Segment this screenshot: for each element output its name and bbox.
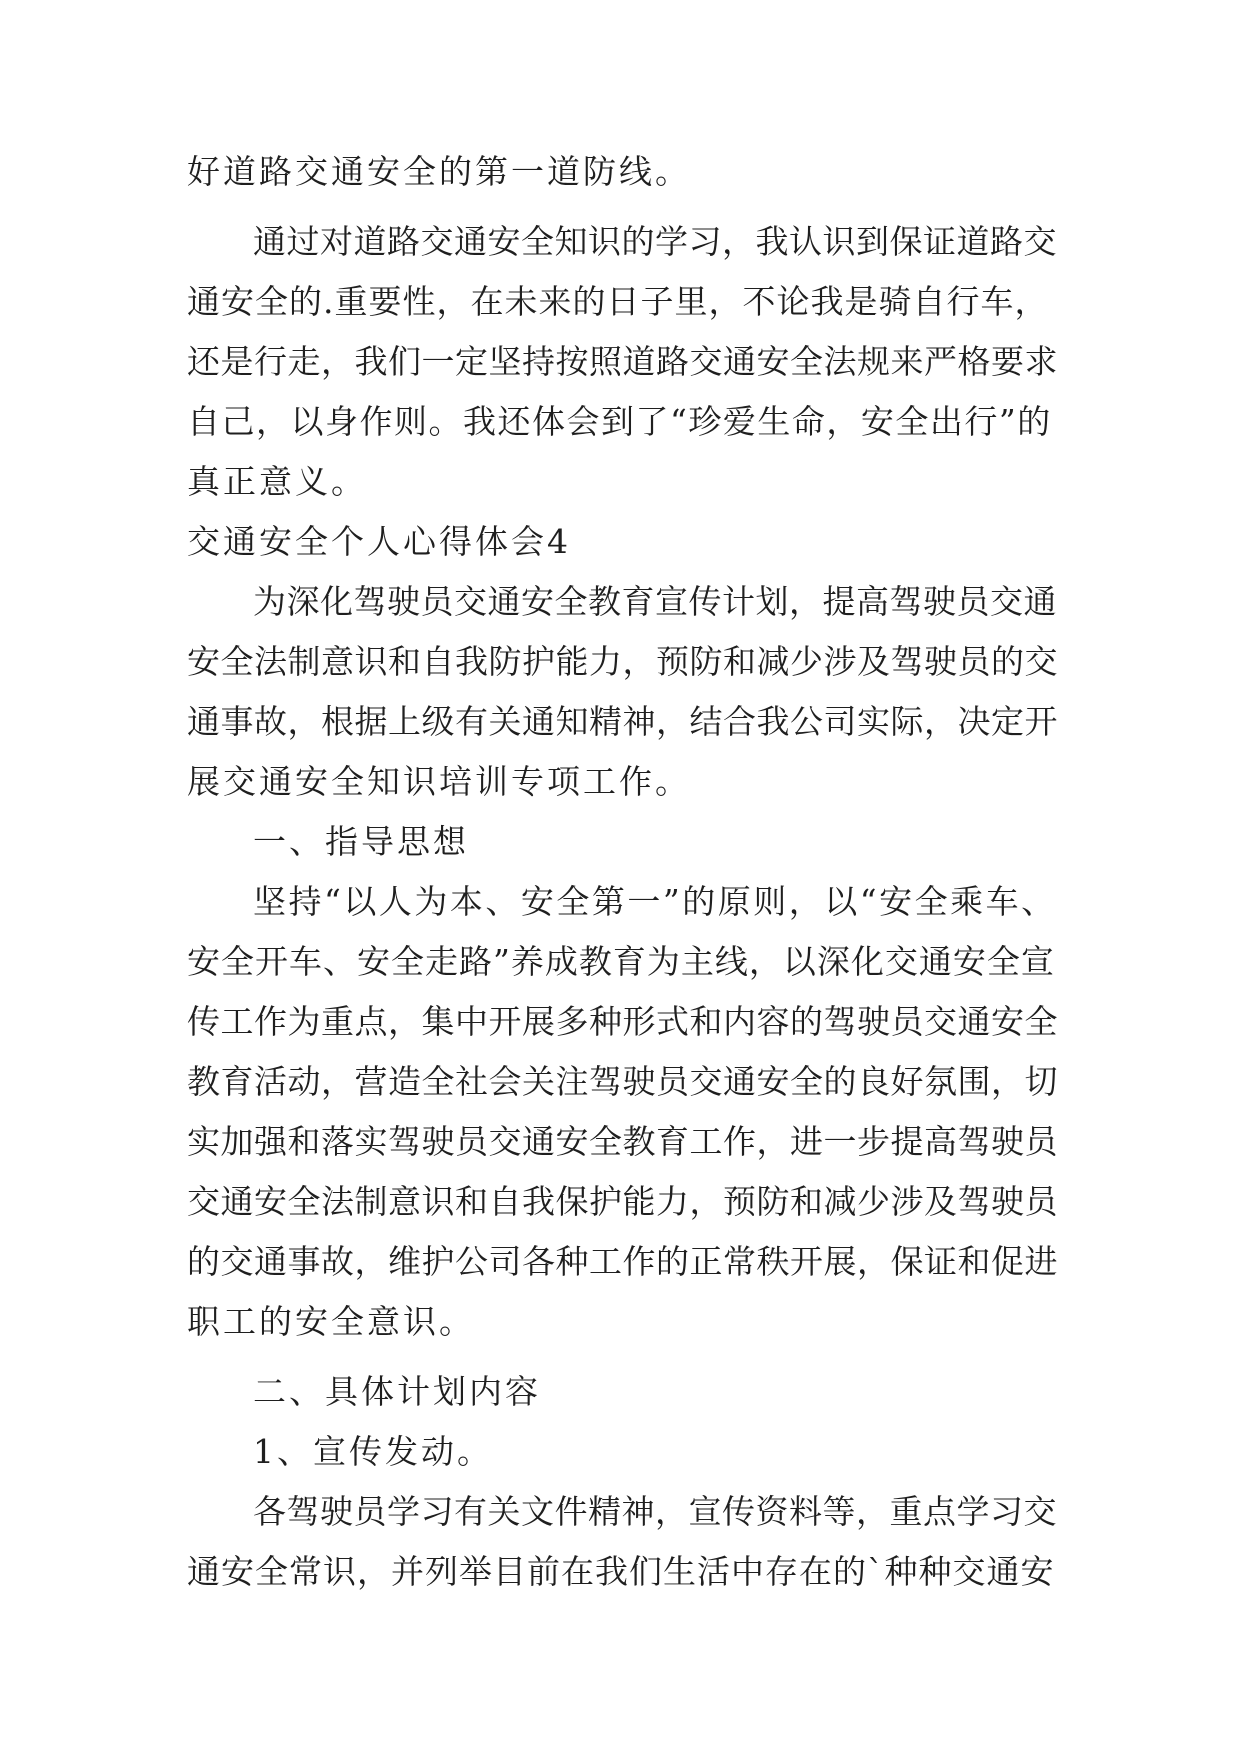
text-line: 通过对道路交通安全知识的学习，我认识到保证道路交 — [253, 222, 1057, 261]
section-heading: 交通安全个人心得体会4 — [187, 522, 571, 561]
text-line: 通事故，根据上级有关通知精神，结合我公司实际，决定开 — [187, 702, 1058, 741]
text-line: 通安全常识，并列举目前在我们生活中存在的`种种交通安 — [187, 1552, 1055, 1591]
text-line: 安全开车、安全走路”养成教育为主线，以深化交通安全宣 — [187, 942, 1055, 981]
text-line: 传工作为重点，集中开展多种形式和内容的驾驶员交通安全 — [187, 1002, 1058, 1041]
text-line: 职工的安全意识。 — [187, 1302, 475, 1341]
list-item: 1、宣传发动。 — [253, 1432, 493, 1471]
subheading: 二、具体计划内容 — [253, 1372, 541, 1411]
text-line: 为深化驾驶员交通安全教育宣传计划，提高驾驶员交通 — [253, 582, 1057, 621]
text-line: 展交通安全知识培训专项工作。 — [187, 762, 691, 801]
text-line: 还是行走，我们一定坚持按照道路交通安全法规来严格要求 — [187, 342, 1058, 381]
text-line: 坚持“以人为本、安全第一”的原则，以“安全乘车、 — [253, 882, 1057, 921]
text-line: 安全法制意识和自我防护能力，预防和减少涉及驾驶员的交 — [187, 642, 1058, 681]
subheading: 一、指导思想 — [253, 822, 469, 861]
text-line: 的交通事故，维护公司各种工作的正常秩开展，保证和促进 — [187, 1242, 1058, 1281]
text-line: 交通安全法制意识和自我保护能力，预防和减少涉及驾驶员 — [187, 1182, 1058, 1221]
text-line: 各驾驶员学习有关文件精神，宣传资料等，重点学习交 — [253, 1492, 1057, 1531]
text-line: 通安全的.重要性，在未来的日子里，不论我是骑自行车， — [187, 282, 1049, 321]
text-line: 教育活动，营造全社会关注驾驶员交通安全的良好氛围，切 — [187, 1062, 1058, 1101]
text-line: 好道路交通安全的第一道防线。 — [187, 152, 691, 191]
text-line: 真正意义。 — [187, 462, 367, 501]
text-line: 自己，以身作则。我还体会到了“珍爱生命，安全出行”的 — [187, 402, 1052, 441]
text-line: 实加强和落实驾驶员交通安全教育工作，进一步提高驾驶员 — [187, 1122, 1058, 1161]
